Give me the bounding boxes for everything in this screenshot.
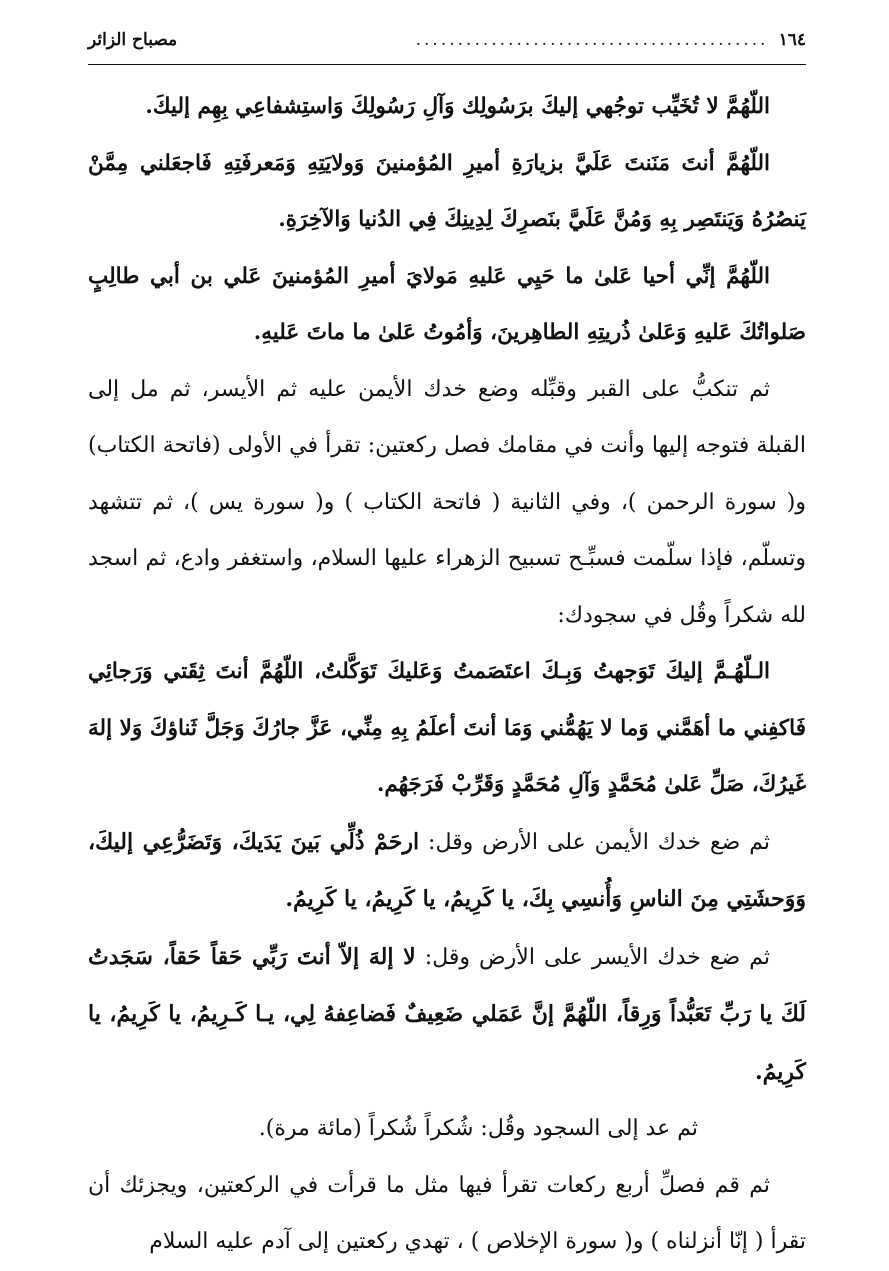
page-number: ١٦٤	[778, 30, 806, 50]
supplication-left-cheek: لا إلهَ إلاّ أنتَ رَبِّي حَقاً حَقاً، سَجَدتُ لَكَ يا رَبِّ تَعَبُّداً وَرِقاً، اللّهُمَّ إنَّ عَمَلي ضَعِيفٌ فَضاعِفهُ لِي، يـا كَـرِيمُ، يا كَرِيمُ، يا كَرِيمُ.	[88, 943, 806, 1085]
page-body	[88, 79, 806, 1271]
instruction-lead-left-cheek: ثم ضع خدك الأيسر على الأرض وقل:	[415, 944, 770, 970]
page-header	[88, 30, 806, 65]
paragraph-supplication-1: اللّهُمَّ لا تُخَيِّب توجُهي إليكَ برَسُولِك وَآلِ رَسُولِكَ وَاستِشفاعِي بِهِم إليكَ.	[145, 94, 770, 119]
paragraph-four-rakats: ثم قم فصلِّ أربع ركعات تقرأ فيها مثل ما قرأت في الركعتين، ويجزئك أن تقرأ ( إنّا أنزلناه ) و( سورة الإخلاص ) ، تهدي ركعتين إلى آدم عليه السلام	[88, 1172, 806, 1254]
paragraph-left-cheek	[88, 929, 806, 1102]
paragraph-return-prostration: ثم عد إلى السجود وقُل: شُكراً شُكراً (مائة مرة).	[258, 1116, 698, 1141]
header-leader-dots: ..........................................	[415, 30, 769, 50]
book-page	[88, 30, 806, 1271]
supplication-right-cheek: ارحَمْ ذُلِّي بَينَ يَدَيكَ، وَتَضَرُّعِي إليكَ، وَوَحشَتِي مِنَ الناسِ وَأُنسِي بِكَ، يا كَرِيمُ، يا كَرِيمُ، يا كَرِيمُ.	[88, 828, 806, 912]
paragraph-supplication-prostration: الـلّهُـمَّ إليكَ تَوَجهتُ وَبِـكَ اعتَصَمتُ وَعَليكَ تَوَكَّلتُ، اللّهُمَّ أنتَ ثِقَتي وَرَجائِي فَاكفِني ما أهَمَّني وَما لا يَهُمُّني وَمَا أنتَ أعلَمُ بِهِ مِنِّي، عَزَّ جارُكَ وَجَلَّ ثَناؤكَ وَلا إلهَ غَيرُكَ، صَلِّ عَلىٰ مُحَمَّدٍ وَآلِ مُحَمَّدٍ وَقَرِّبْ فَرَجَهُم.	[88, 659, 806, 797]
book-title: مصباح الزائر	[88, 30, 178, 50]
paragraph-supplication-2: اللّهُمَّ أنتَ مَنَنتَ عَلَيَّ بزيارَةِ أميرِ المُؤمنينَ وَولايَتِهِ وَمَعرفَتِهِ فَاجعَلني مِمَّنْ يَنصُرُهُ وَيَنتَصِر بِهِ وَمُنَّ عَلَيَّ بنَصرِكَ لِدِينِكَ فِي الدُنيا وَالآخِرَةِ.	[88, 150, 806, 232]
paragraph-right-cheek	[88, 814, 806, 929]
paragraph-supplication-3: اللّهُمَّ إنِّي أحيا عَلىٰ ما حَيِي عَليهِ مَولايَ أميرِ المُؤمنينَ عَلي بن أبي طالِبٍ صَلواتُكَ عَليهِ وَعَلىٰ ذُريتِهِ الطاهِرينَ، وَأمُوتُ عَلىٰ ما ماتَ عَليهِ.	[88, 263, 806, 345]
paragraph-instructions-prayer: ثم تنكبُّ على القبر وقبِّله وضع خدك الأيمن عليه ثم الأيسر، ثم مل إلى القبلة فتوجه إليها وأنت في مقامك فصل ركعتين: تقرأ في الأولى (فاتحة الكتاب) و( سورة الرحمن )، وفي الثانية ( فاتحة الكتاب ) و( سورة يس )، ثم تتشهد وتسلّم، فإذا سلّمت فسبِّـح تسبيح الزهراء عليها السلام، واستغفر وادع، ثم اسجد لله شكراً وقُل في سجودك:	[88, 376, 806, 628]
instruction-lead-right-cheek: ثم ضع خدك الأيمن على الأرض وقل:	[419, 829, 770, 855]
